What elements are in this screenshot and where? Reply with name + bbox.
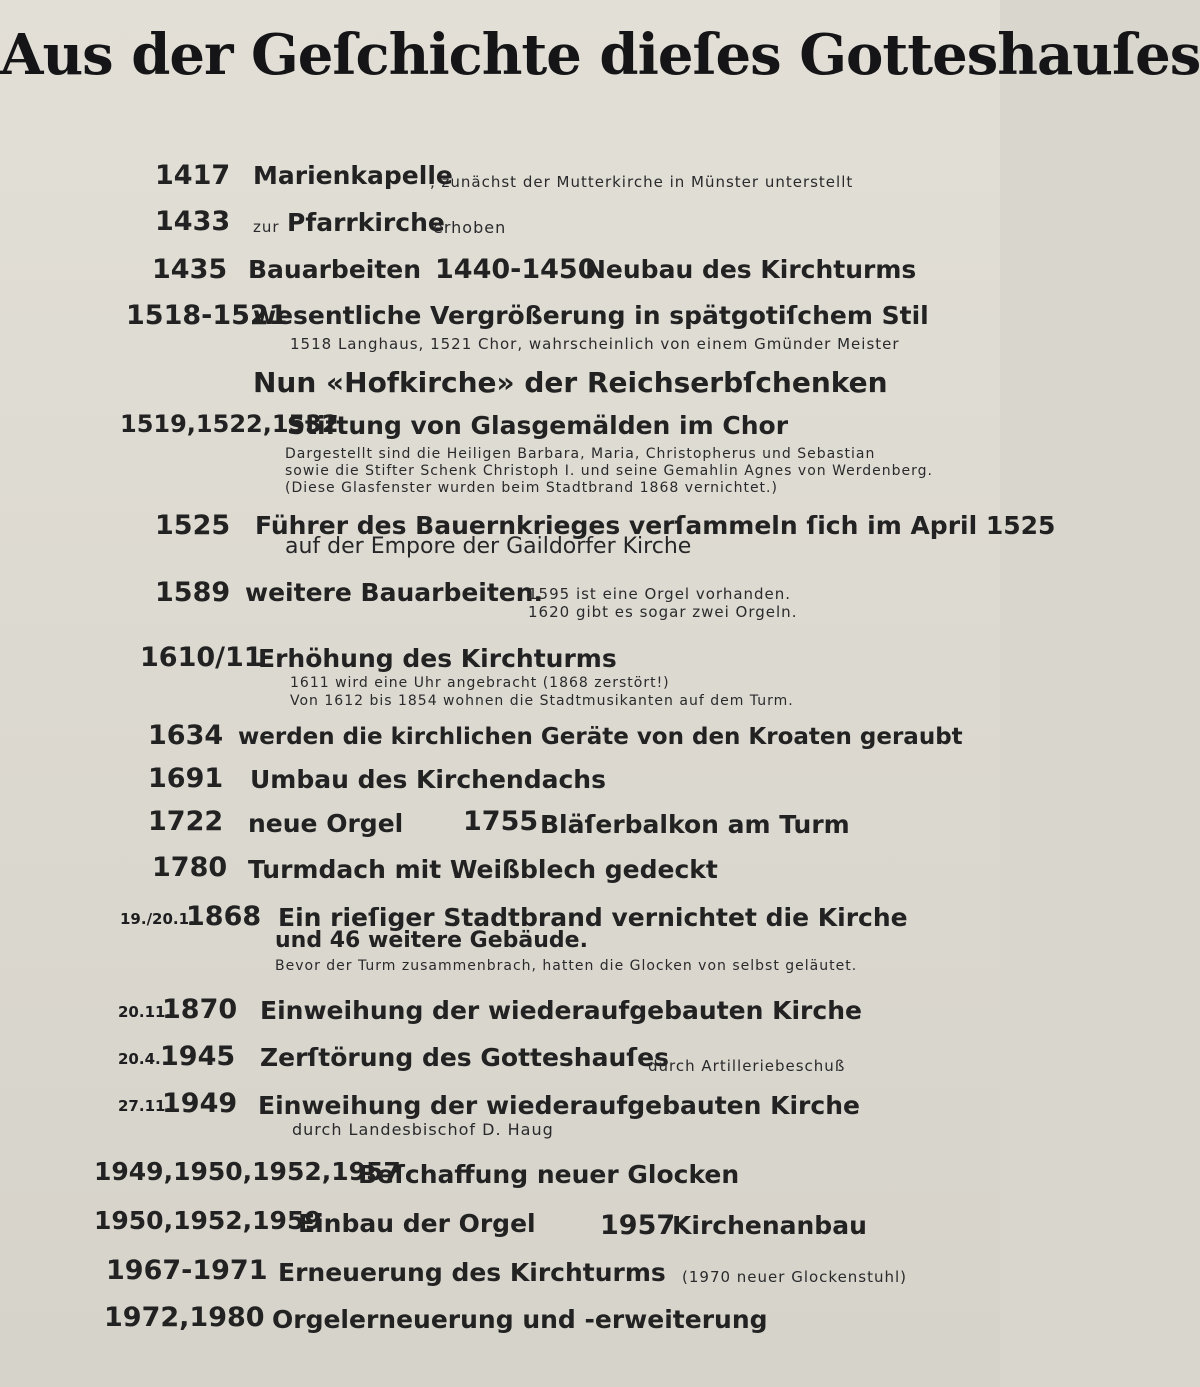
entry-note: (Diese Glasfenster wurden beim Stadtbrand 1868 vernichtet.) [285,480,778,496]
entry-text: Bläſerbalkon am Turm [540,810,850,839]
entry-head: Führer des Bauernkrieges verſammeln ſich im April 1525 [255,511,1056,540]
entry-year: 1435 [152,254,228,285]
entry-note-emphasis: Nun «Hofkirche» der Reichserbſchenken [253,366,888,399]
entry-date: 19./20.1. [120,910,195,928]
entry-text: durch Landesbischof D. Haug [292,1120,554,1139]
entry-head: werden die kirchlichen Geräte von den Kroaten geraubt [238,724,963,750]
entry-text: Kirchenanbau [672,1211,867,1240]
entry-head: Zerſtörung des Gotteshauſes [260,1043,669,1072]
entry-year: 1519,1522,1532 [120,410,339,438]
entry-head: Marienkapelle [253,161,453,190]
entry-head: wesentliche Vergrößerung in spätgotiſchem Stil [253,301,929,330]
entry-head: Einweihung der wiederaufgebauten Kirche [258,1091,860,1120]
entry-text: erhoben [433,218,507,237]
entry-year: 1691 [148,763,224,794]
entry-head: weitere Bauarbeiten. [245,578,544,607]
entry-note: 1620 gibt es sogar zwei Orgeln. [528,603,798,621]
entry-date: 20.4. [118,1050,161,1068]
entry-note: Bevor der Turm zusammenbrach, hatten die Glocken von selbst geläutet. [275,958,858,974]
entry-head: neue Orgel [248,809,404,838]
entry-note: 1518 Langhaus, 1521 Chor, wahrscheinlich von einem Gmünder Meister [290,335,900,353]
entry-year: 1634 [148,720,224,751]
entry-head: Erneuerung des Kirchturms [278,1258,666,1287]
entry-year: 1780 [152,852,228,883]
entry-head: Ein rieſiger Stadtbrand vernichtet die Kirche [278,903,908,932]
entry-year: 1610/11 [140,642,263,673]
entry-year: 1868 [186,901,262,932]
entry-year: 1972,1980 [104,1302,265,1333]
entry-head: Umbau des Kirchendachs [250,765,606,794]
entry-year2: 1440-1450 [435,254,597,285]
entry-year: 1417 [155,160,231,191]
entry-head: Orgelerneuerung und -erweiterung [272,1305,768,1334]
entry-year: 1870 [162,994,238,1025]
entry-year: 1589 [155,577,231,608]
entry-text: , zunächst der Mutterkirche in Münster unterstellt [430,173,854,191]
entry-text: durch Artilleriebeschuß [648,1057,846,1075]
entry-year: 1950,1952,1959 [94,1206,322,1235]
entry-year: 1949,1950,1952,1957 [94,1157,401,1186]
entry-year2: 1755 [463,806,539,837]
entry-year: 1525 [155,510,231,541]
entry-note: Von 1612 bis 1854 wohnen die Stadtmusikanten auf dem Turm. [290,693,794,709]
entry-date: 27.11. [118,1097,172,1115]
entry-note: sowie die Stifter Schenk Christoph I. und seine Gemahlin Agnes von Werdenberg. [285,463,933,479]
entry-head: Stiftung von Glasgemälden im Chor [287,411,789,440]
entry-head: Turmdach mit Weißblech gedeckt [248,855,718,884]
entry-year: 1949 [162,1088,238,1119]
entry-head: Einbau der Orgel [298,1209,536,1238]
entry-note: 1611 wird eine Uhr angebracht (1868 zerstört!) [290,675,670,691]
entry-text: und 46 weitere Gebäude. [275,928,588,953]
entry-text: Neubau des Kirchturms [585,255,917,284]
entry-note: 1595 ist eine Orgel vorhanden. [528,585,792,603]
entry-head: Erhöhung des Kirchturms [258,644,617,673]
entry-year: 1433 [155,206,231,237]
entry-head: Einweihung der wiederaufgebauten Kirche [260,996,862,1025]
entry-head: Beſchaffung neuer Glocken [358,1160,740,1189]
entry-head: Bauarbeiten [248,255,422,284]
entry-year: 1945 [160,1041,236,1072]
page-title: Aus der Geſchichte dieſes Gotteshauſes [0,22,1200,88]
entry-year2: 1957 [600,1210,676,1241]
entry-year: 1518-1521 [126,300,288,331]
entry-text: (1970 neuer Glockenstuhl) [682,1268,908,1286]
entry-year: 1722 [148,806,224,837]
entry-year: 1967-1971 [106,1255,268,1286]
entry-head: Pfarrkirche [287,208,445,237]
entry-note: Dargestellt sind die Heiligen Barbara, Maria, Christopherus und Sebastian [285,446,876,462]
entry-text: auf der Empore der Gaildorfer Kirche [285,534,692,559]
entry-date: 20.11. [118,1003,172,1021]
entry-pre: zur [253,218,280,236]
